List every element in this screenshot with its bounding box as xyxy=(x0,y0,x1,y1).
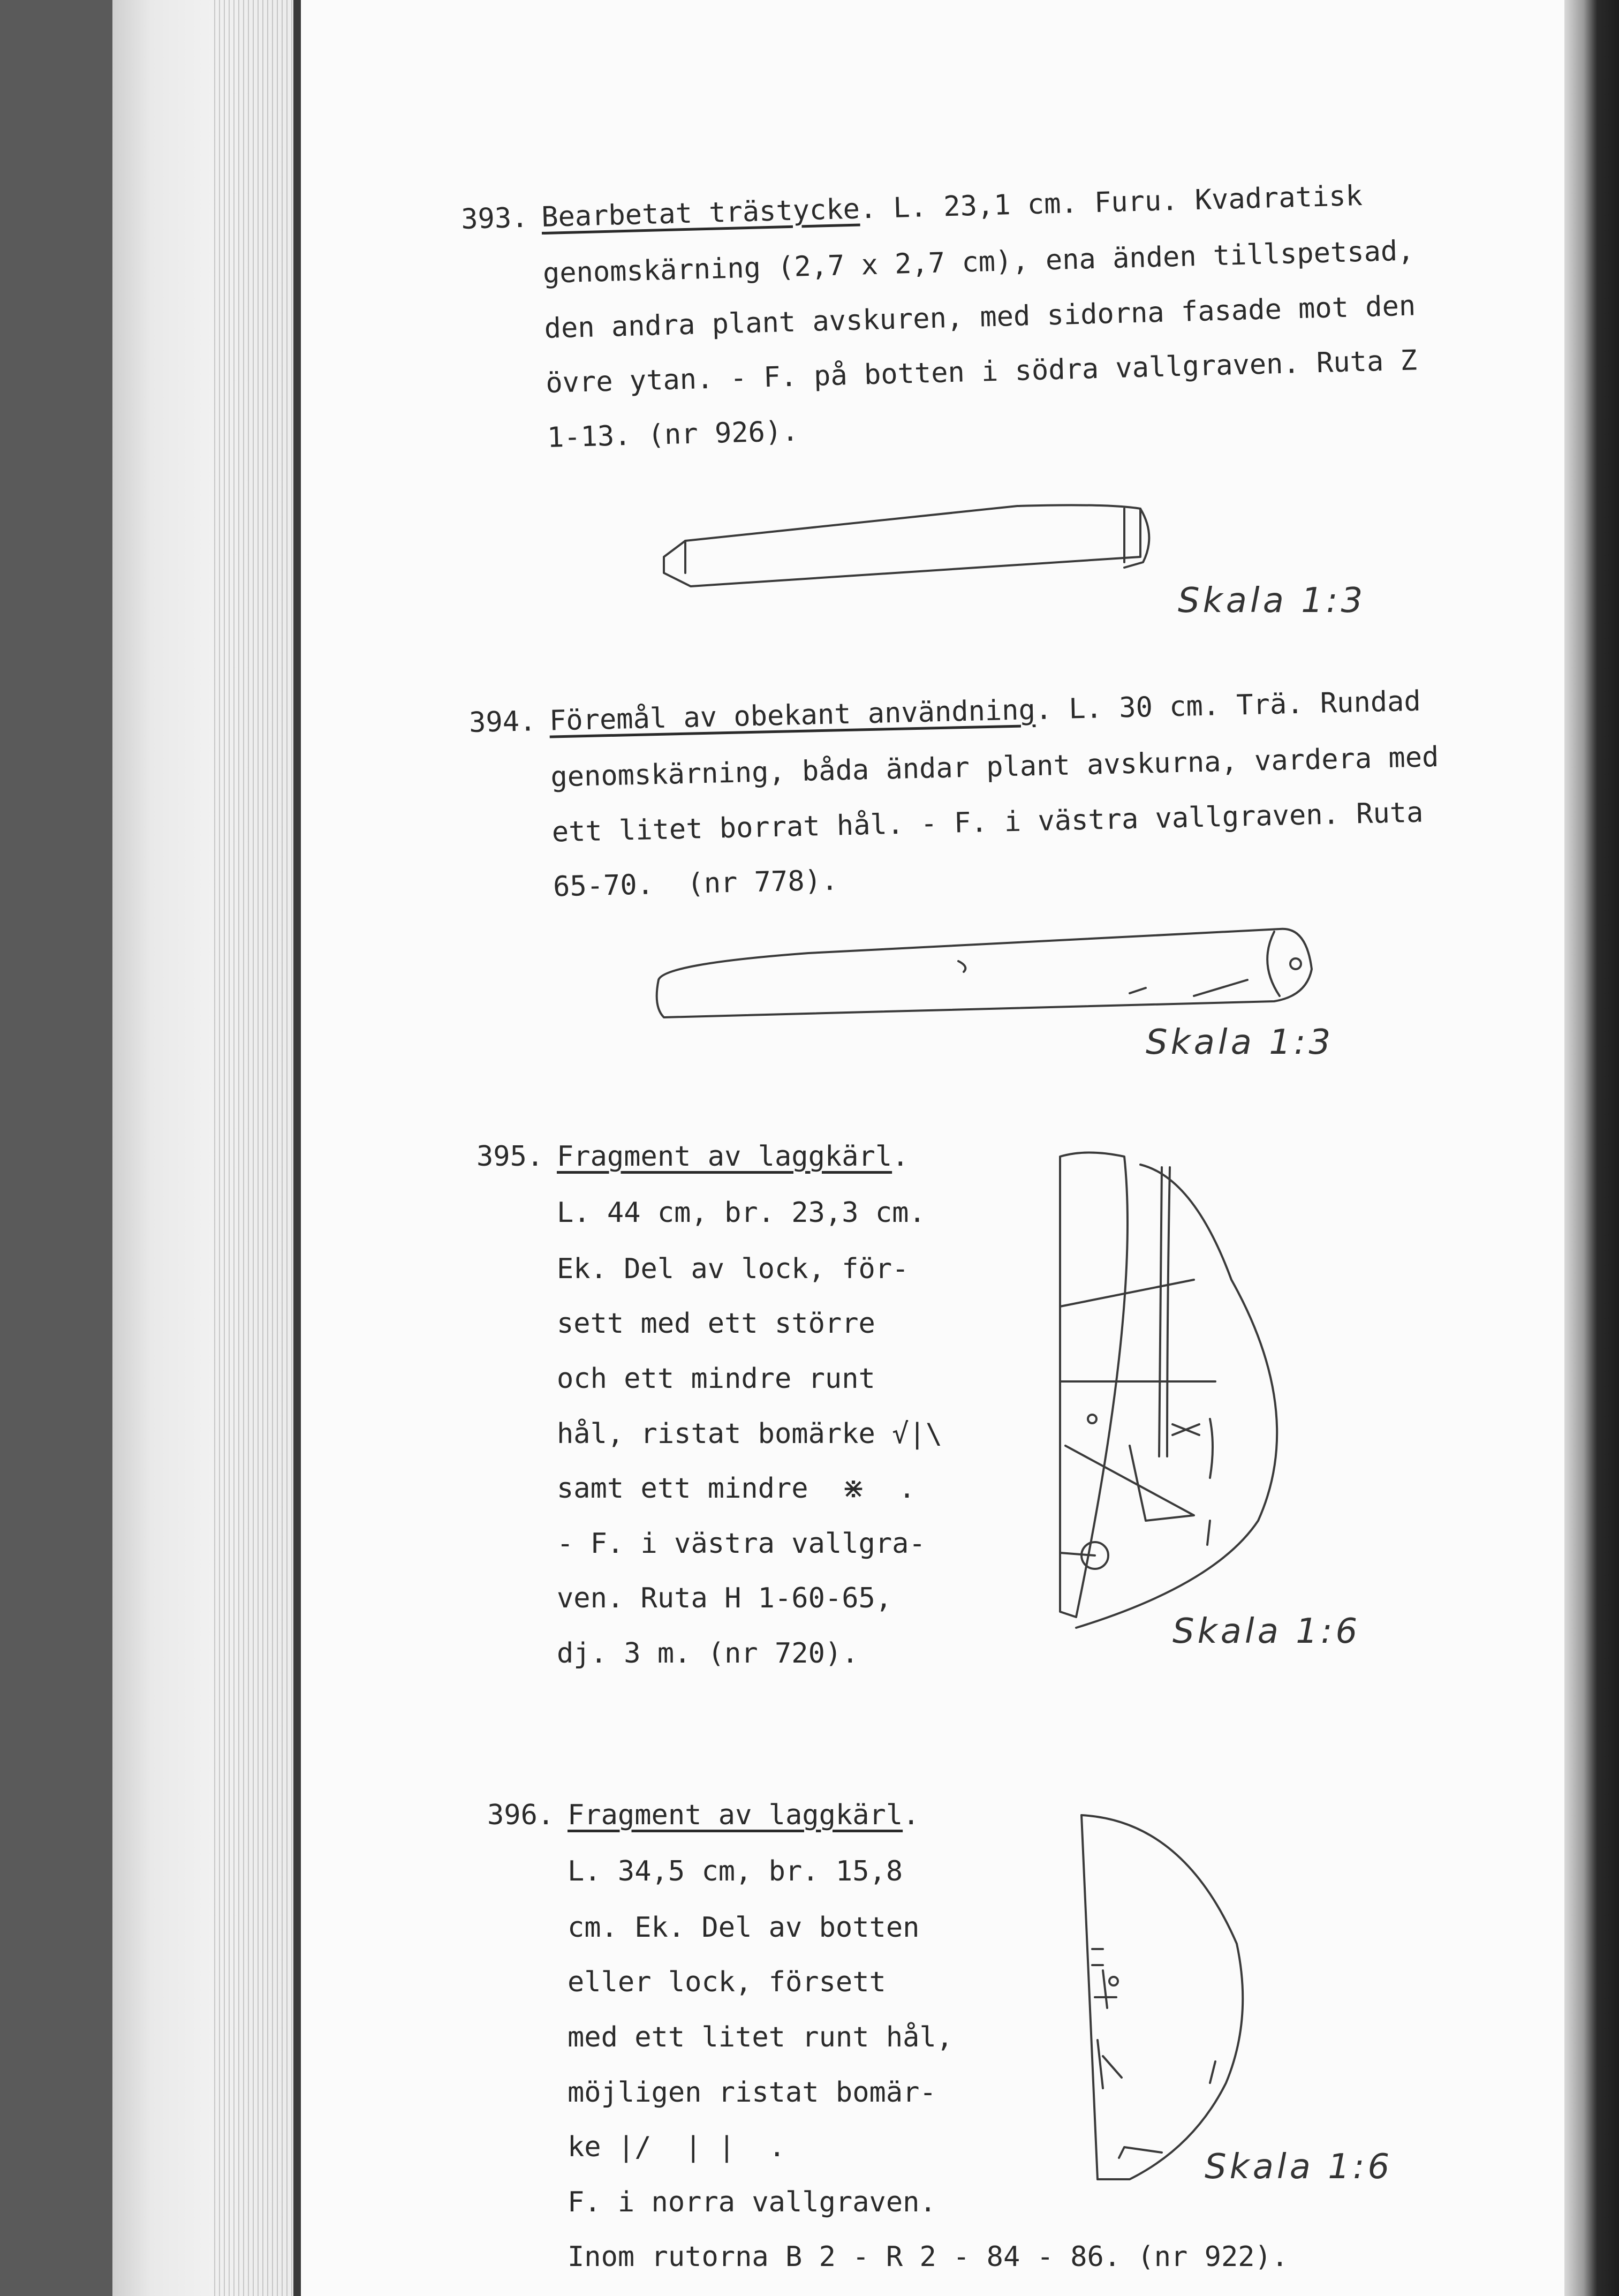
entry-line: ke |/ | | . xyxy=(568,2131,785,2163)
entry-line: Bearbetat trästycke. L. 23,1 cm. Furu. Kvadratisk xyxy=(541,179,1363,234)
entry-line: övre ytan. - F. på botten i södra vallgraven. Ruta Z xyxy=(545,344,1418,399)
entry-line: eller lock, försett xyxy=(568,1966,886,1998)
entry-line: genomskärning (2,7 x 2,7 cm), ena änden tillspetsad, xyxy=(542,235,1415,290)
entry-line: 1-13. (nr 926). xyxy=(547,415,799,454)
entry-line: - F. i västra vallgra- xyxy=(557,1528,926,1560)
drawing-395-barrel-lid xyxy=(1055,1146,1312,1638)
entry-line: med ett litet runt hål, xyxy=(568,2021,954,2053)
entry-line: dj. 3 m. (nr 720). xyxy=(557,1637,859,1670)
entry-line: 65-70. (nr 778). xyxy=(553,864,838,903)
entry-line: Ek. Del av lock, för- xyxy=(557,1253,909,1285)
entry-line: och ett mindre runt xyxy=(557,1363,875,1395)
entry-title: Fragment av laggkärl xyxy=(568,1799,903,1831)
entry-line: Fragment av laggkärl. xyxy=(568,1799,920,1831)
entry-line: sett med ett större xyxy=(557,1308,875,1340)
entry-line: Inom rutorna B 2 - R 2 - 84 - 86. (nr 922). xyxy=(568,2241,1289,2273)
drawing-393-wooden-piece xyxy=(653,498,1178,605)
scale-396: Skala 1:6 xyxy=(1205,2147,1393,2187)
entry-line: Fragment av laggkärl. xyxy=(557,1141,909,1173)
entry-line: genomskärning, båda ändar plant avskurna, vardera med xyxy=(550,741,1439,794)
entry-line: L. 44 cm, br. 23,3 cm. xyxy=(557,1197,926,1229)
entry-title: Föremål av obekant användning xyxy=(549,693,1036,737)
scale-395: Skala 1:6 xyxy=(1172,1612,1361,1651)
entry-line: ven. Ruta H 1-60-65, xyxy=(557,1582,892,1614)
entry-line: Föremål av obekant användning. L. 30 cm. Trä. Rundad xyxy=(549,685,1421,737)
scale-394: Skala 1:3 xyxy=(1146,1023,1334,1062)
page-stack-lines xyxy=(214,0,294,2296)
entry-line: L. 34,5 cm, br. 15,8 xyxy=(568,1855,903,1887)
drawing-394-round-object xyxy=(648,921,1322,1028)
entry-line: ett litet borrat hål. - F. i västra vallgraven. Ruta xyxy=(551,796,1424,849)
drawing-396-barrel-bottom xyxy=(1076,1804,1269,2190)
entry-line: möjligen ristat bomär- xyxy=(568,2076,936,2109)
right-page-edge xyxy=(1564,0,1619,2296)
entry-number: 393. xyxy=(460,201,529,236)
entry-number: 396. xyxy=(487,1799,555,1831)
entry-number: 395. xyxy=(476,1141,544,1173)
book-spine xyxy=(293,0,301,2296)
entry-line: F. i norra vallgraven. xyxy=(568,2186,936,2218)
entry-line: den andra plant avskuren, med sidorna fasade mot den xyxy=(543,290,1416,345)
entry-line: hål, ristat bomärke √|\ xyxy=(557,1418,943,1450)
entry-number: 394. xyxy=(468,705,537,739)
scale-393: Skala 1:3 xyxy=(1178,581,1366,621)
entry-title: Fragment av laggkärl xyxy=(557,1141,892,1173)
entry-line: cm. Ek. Del av botten xyxy=(568,1912,920,1944)
entry-title: Bearbetat trästycke xyxy=(541,193,860,234)
entry-line: samt ett mindre ⋇ . xyxy=(557,1472,916,1505)
